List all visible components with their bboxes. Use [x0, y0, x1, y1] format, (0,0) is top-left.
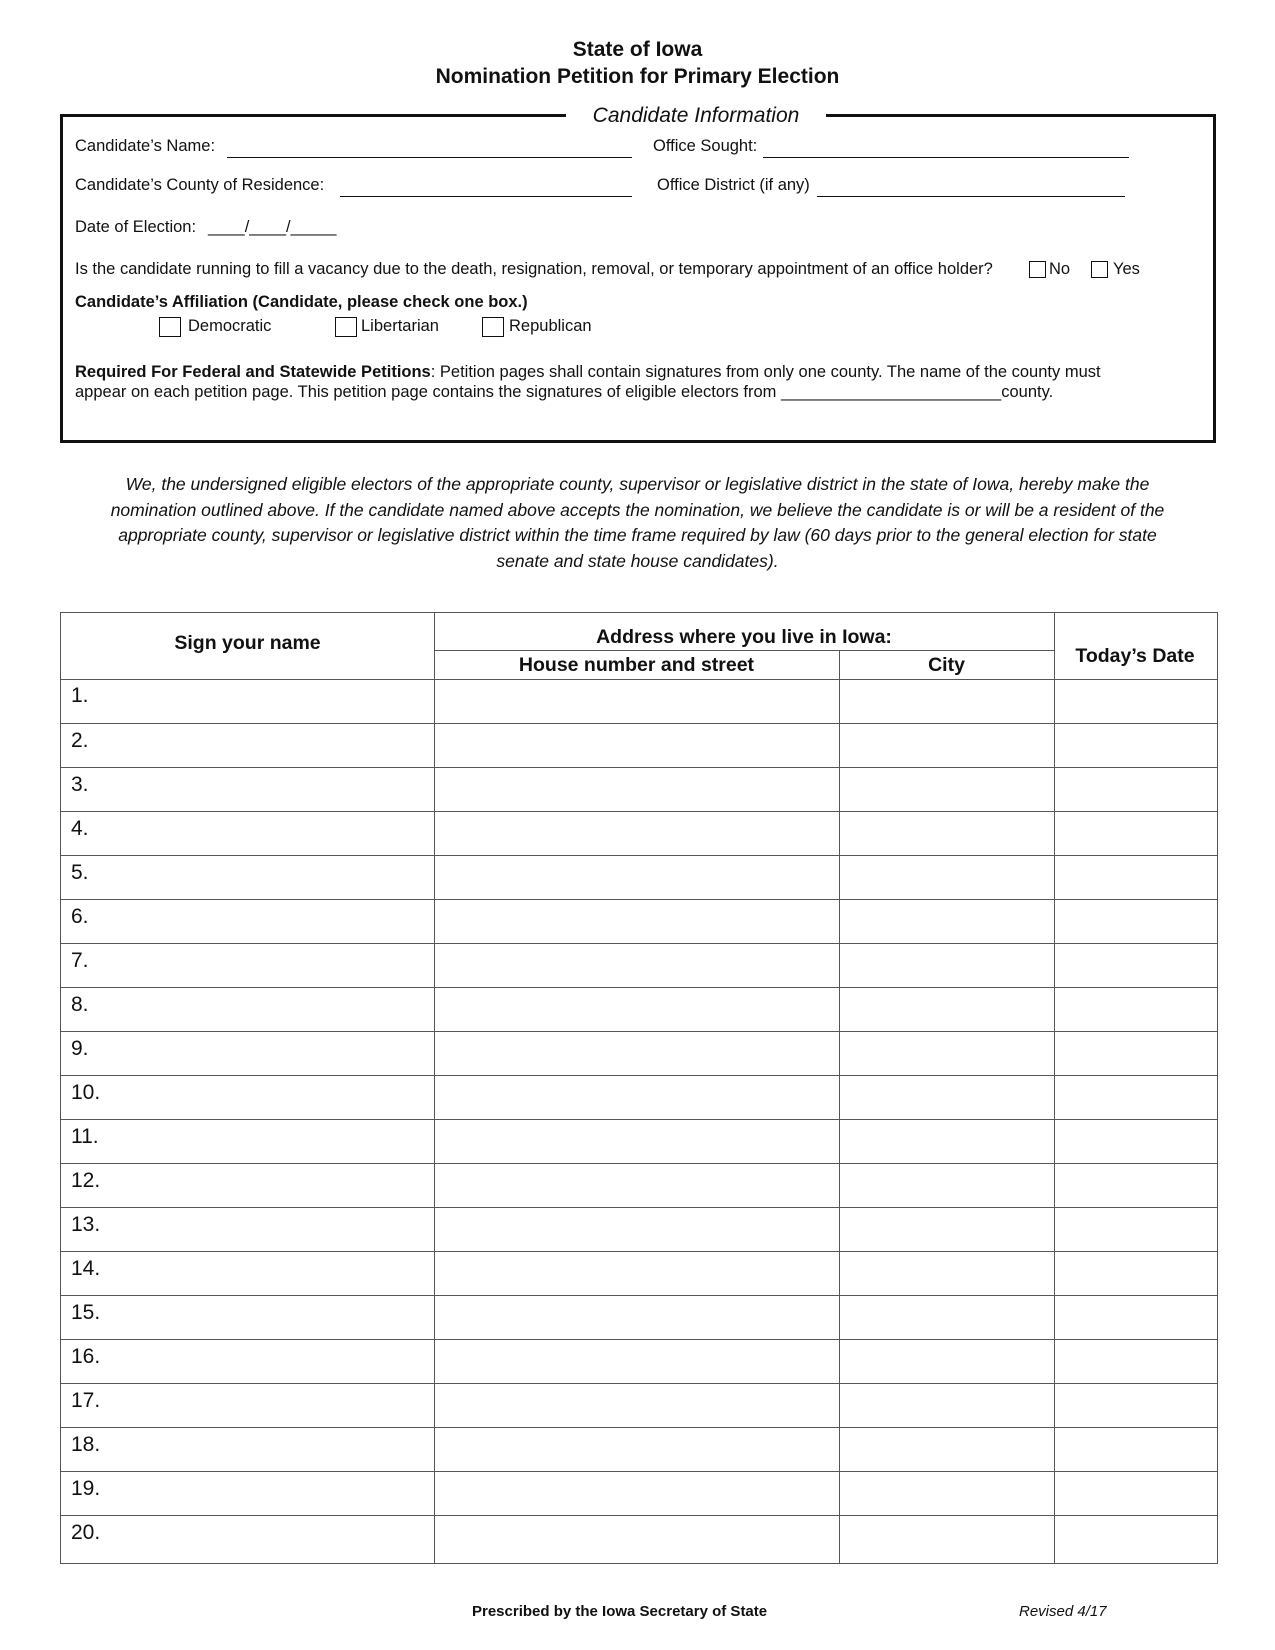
- election-date-label: Date of Election:: [75, 218, 197, 236]
- row-number: 9.: [71, 1037, 89, 1060]
- table-row[interactable]: [61, 1339, 1217, 1384]
- office-sought-field[interactable]: [763, 157, 1129, 158]
- vacancy-question: Is the candidate running to fill a vacancy due to the death, resignation, removal, or temporary appointment of an office holder?: [75, 260, 993, 278]
- table-row[interactable]: [61, 1471, 1217, 1516]
- row-number: 19.: [71, 1477, 101, 1500]
- row-number: 18.: [71, 1433, 101, 1456]
- row-number: 4.: [71, 817, 89, 840]
- row-number: 2.: [71, 729, 89, 752]
- democratic-checkbox[interactable]: [159, 317, 181, 337]
- table-row[interactable]: [61, 943, 1217, 988]
- county-residence-label: Candidate’s County of Residence:: [75, 176, 325, 194]
- row-number: 8.: [71, 993, 89, 1016]
- table-row[interactable]: [61, 811, 1217, 856]
- libertarian-checkbox[interactable]: [335, 317, 357, 337]
- row-number: 15.: [71, 1301, 101, 1324]
- table-row[interactable]: [61, 1207, 1217, 1252]
- row-number: 7.: [71, 949, 89, 972]
- revision-footer: Revised 4/17: [1019, 1603, 1107, 1620]
- signature-table: [60, 612, 1218, 1564]
- table-row[interactable]: [61, 1119, 1217, 1164]
- candidate-name-field[interactable]: [227, 157, 632, 158]
- candidate-info-box: [60, 104, 1216, 443]
- federal-requirement-heading: Required For Federal and Statewide Petitions: [75, 363, 431, 381]
- street-header: House number and street: [518, 654, 755, 676]
- vacancy-no-checkbox[interactable]: [1029, 261, 1046, 278]
- county-residence-field[interactable]: [340, 196, 632, 197]
- elector-statement-line3: appropriate county, supervisor or legislative district within the time frame required by law (60 days prior to the general election for state: [118, 525, 1157, 545]
- table-row[interactable]: [61, 1163, 1217, 1208]
- row-number: 16.: [71, 1345, 101, 1368]
- table-row[interactable]: [61, 1075, 1217, 1120]
- table-row[interactable]: [61, 899, 1217, 944]
- affiliation-label: Candidate’s Affiliation (Candidate, please check one box.): [75, 293, 528, 311]
- federal-requirement-line1: [75, 363, 1101, 382]
- elector-statement-line2: nomination outlined above. If the candidate named above accepts the nomination, we believe the candidate is or will be a resident of the: [110, 499, 1165, 520]
- office-district-label: Office District (if any): [657, 176, 810, 194]
- row-number: 20.: [71, 1521, 101, 1544]
- libertarian-label: Libertarian: [361, 317, 439, 335]
- table-row[interactable]: [61, 987, 1217, 1032]
- sign-name-header: Sign your name: [174, 632, 321, 654]
- row-number: 5.: [71, 861, 89, 884]
- row-number: 6.: [71, 905, 89, 928]
- table-row[interactable]: [61, 1383, 1217, 1428]
- candidate-info-legend: Candidate Information: [566, 104, 826, 128]
- table-row[interactable]: [61, 855, 1217, 900]
- petition-title: Nomination Petition for Primary Election: [435, 65, 840, 88]
- democratic-label: Democratic: [188, 317, 272, 335]
- row-number: 3.: [71, 773, 89, 796]
- vacancy-yes-checkbox[interactable]: [1091, 261, 1108, 278]
- address-header-divider: [434, 650, 1054, 651]
- federal-requirement-line2: appear on each petition page. This petition page contains the signatures of eligible electors from ________________________county.: [75, 383, 1054, 401]
- row-number: 14.: [71, 1257, 101, 1280]
- date-header: Today’s Date: [1075, 645, 1195, 667]
- office-district-field[interactable]: [817, 196, 1125, 197]
- republican-checkbox[interactable]: [482, 317, 504, 337]
- row-number: 17.: [71, 1389, 101, 1412]
- row-number: 13.: [71, 1213, 101, 1236]
- candidate-name-label: Candidate’s Name:: [75, 137, 216, 155]
- elector-statement-line4: senate and state house candidates).: [496, 550, 779, 571]
- elector-statement-line1: We, the undersigned eligible electors of the appropriate county, supervisor or legislative district in the state of Iowa, hereby make the: [125, 474, 1150, 494]
- elector-statement: [70, 472, 1205, 574]
- office-sought-label: Office Sought:: [653, 137, 758, 155]
- vacancy-no-label: No: [1049, 260, 1071, 278]
- federal-requirement-text: : Petition pages shall contain signatures from only one county. The name of the county must: [430, 363, 1101, 381]
- address-header: Address where you live in Iowa:: [596, 626, 892, 648]
- table-row[interactable]: [61, 1427, 1217, 1472]
- table-row[interactable]: [61, 679, 1217, 723]
- row-number: 1.: [71, 684, 89, 707]
- table-row[interactable]: [61, 1031, 1217, 1076]
- republican-label: Republican: [509, 317, 592, 335]
- prescribed-footer: Prescribed by the Iowa Secretary of State: [472, 1603, 768, 1620]
- city-header: City: [928, 654, 965, 676]
- state-title: State of Iowa: [572, 38, 703, 61]
- election-date-field[interactable]: ____/____/_____: [208, 218, 337, 236]
- vacancy-yes-label: Yes: [1113, 260, 1140, 278]
- table-row[interactable]: [61, 1515, 1217, 1560]
- table-row[interactable]: [61, 1295, 1217, 1340]
- table-row[interactable]: [61, 767, 1217, 812]
- row-number: 10.: [71, 1081, 101, 1104]
- row-number: 12.: [71, 1169, 101, 1192]
- row-number: 11.: [71, 1125, 99, 1148]
- table-row[interactable]: [61, 723, 1217, 768]
- table-row[interactable]: [61, 1251, 1217, 1296]
